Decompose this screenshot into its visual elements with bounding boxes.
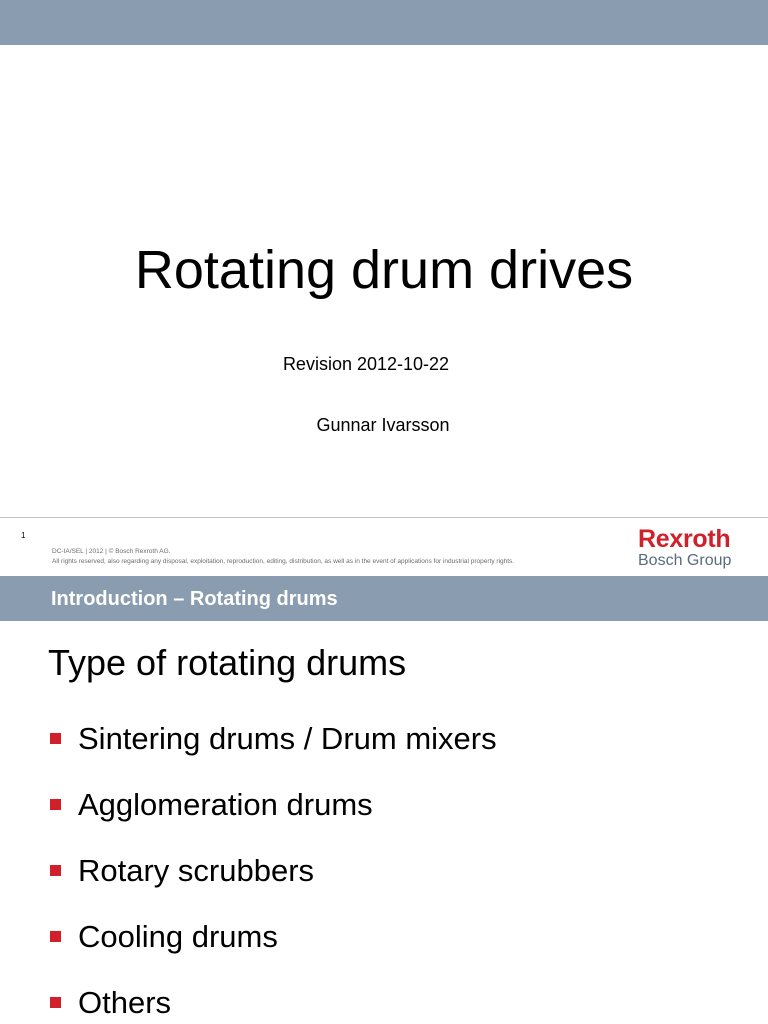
list-item <box>50 984 750 1024</box>
revision-date: Revision 2012-10-22 <box>282 354 450 374</box>
list-item <box>50 720 750 760</box>
rexroth-logo <box>638 526 750 572</box>
list-item <box>50 852 750 892</box>
bullet-text: Agglomeration drums <box>78 787 373 822</box>
footer-copyright: DC-IA/SEL | 2012 | © Bosch Rexroth AG. <box>52 548 171 555</box>
bullet-square-icon <box>50 733 61 744</box>
footer-rights-notice: All rights reserved, also regarding any disposal, exploitation, reproduction, editing, distribution, as well as in the event of applications for industrial property rights. <box>52 558 515 565</box>
bullet-text: Rotary scrubbers <box>78 853 315 888</box>
bullet-text: Others <box>78 985 172 1020</box>
bullet-text: Cooling drums <box>78 919 278 954</box>
presentation-title: Rotating drum drives <box>134 240 634 300</box>
section-title: Introduction – Rotating drums <box>51 588 338 610</box>
bullet-square-icon <box>50 931 61 942</box>
bullet-text: Sintering drums / Drum mixers <box>78 721 497 756</box>
bullet-square-icon <box>50 997 61 1008</box>
page-number: 1 <box>21 531 26 540</box>
list-item <box>50 918 750 958</box>
footer-divider <box>0 517 768 518</box>
slide-heading: Type of rotating drums <box>48 642 407 683</box>
list-item <box>50 786 750 826</box>
bullet-square-icon <box>50 865 61 876</box>
bullet-square-icon <box>50 799 61 810</box>
logo-group-text: Bosch Group <box>638 552 732 569</box>
author-name: Gunnar Ivarsson <box>316 415 450 435</box>
logo-brand-text: Rexroth <box>638 525 731 553</box>
top-header-bar <box>0 0 768 45</box>
section-header-bar <box>0 576 768 621</box>
